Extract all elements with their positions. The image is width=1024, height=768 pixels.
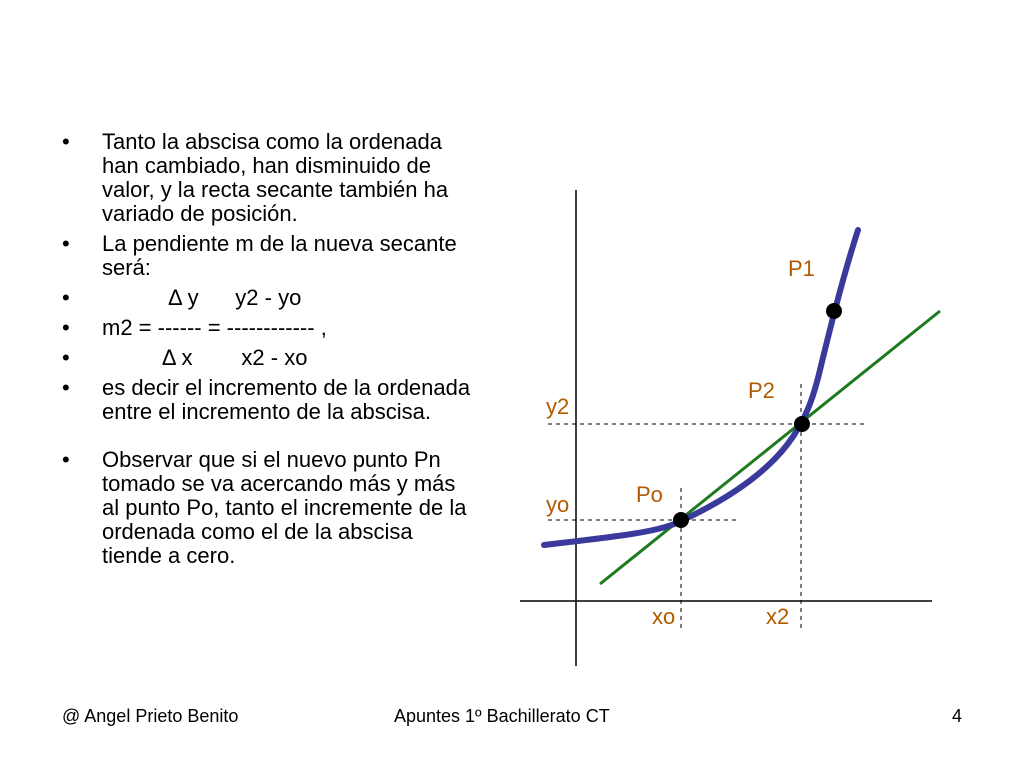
label-yo: yo — [546, 492, 570, 517]
bullet-text: es decir el incremento de la ordenada entre el incremento de la abscisa. — [102, 375, 471, 424]
formula-denominator: Δ x x2 - xo — [102, 345, 308, 370]
label-xo: xo — [652, 604, 676, 629]
bullet-text: La pendiente m de la nueva secante será: — [102, 231, 457, 280]
bullet-glyph: • — [62, 375, 70, 400]
label-p2: P2 — [748, 378, 775, 403]
bullet-glyph: • — [62, 129, 70, 154]
label-y2: y2 — [546, 394, 570, 419]
bullet-glyph: • — [62, 345, 70, 370]
label-x2: x2 — [766, 604, 790, 629]
label-p1: P1 — [788, 256, 815, 281]
point-p1 — [826, 303, 842, 319]
footer-title: Apuntes 1º Bachillerato CT — [394, 706, 610, 726]
point-po — [673, 512, 689, 528]
secant-line — [600, 311, 940, 584]
label-po: Po — [636, 482, 663, 507]
bullet-text: Tanto la abscisa como la ordenada han cambiado, han disminuido de valor, y la recta secante también ha variado de posición. — [102, 129, 449, 226]
formula-fraction-line: m2 = ------ = ------------ , — [102, 315, 327, 340]
bullet-text: Observar que si el nuevo punto Pn tomado se va acercando más y más al punto Po, tanto el incremente de la ordenada como el de la abscisa tiende a cero. — [102, 447, 467, 568]
bullet-glyph: • — [62, 447, 70, 472]
formula-numerator: Δ y y2 - yo — [102, 285, 302, 310]
bullet-glyph: • — [62, 315, 70, 340]
footer-author: @ Angel Prieto Benito — [62, 706, 239, 726]
bullet-glyph: • — [62, 285, 70, 310]
point-p2 — [794, 416, 810, 432]
bullet-glyph: • — [62, 231, 70, 256]
page-number: 4 — [952, 706, 963, 726]
